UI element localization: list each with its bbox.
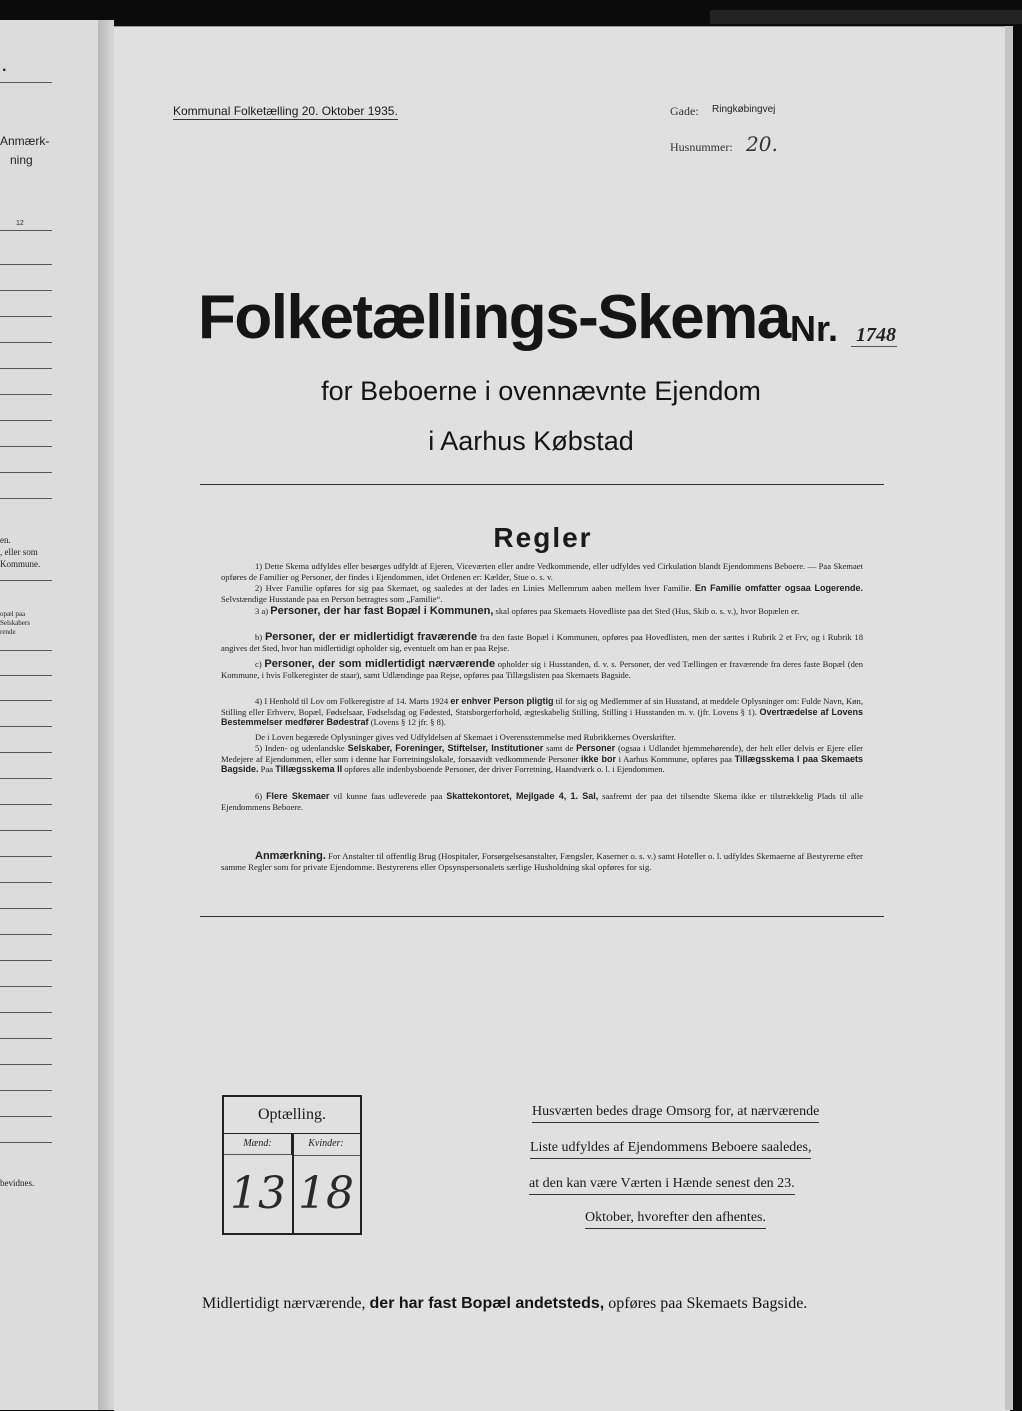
left-rule [0,1142,52,1143]
left-rule [0,230,52,231]
left-rule [0,856,52,857]
form-subtitle-1: for Beboerne i ovennævnte Ejendom [321,376,761,406]
left-fragment: 12 [16,220,24,227]
form-nr-value: 1748 [856,324,896,346]
rule-6: 6) Flere Skemaer vil kunne faas udleverede paa Skattekontoret, Mejlgade 4, 1. Sal, saafremt der paa det tilsendte Skema ikke er tilstrækkelig Plads til alle Ejendommens Beboere. [221,791,864,812]
form-subtitle-2: i Aarhus Købstad [428,426,634,456]
women-label: Kvinder: [292,1133,360,1156]
left-rule [0,882,52,883]
divider [200,916,884,917]
left-rule [0,82,52,83]
house-number-value: 20. [746,132,778,156]
left-rule [0,830,52,831]
left-rule [0,908,52,909]
landlord-note-line-1: Husværten bedes drage Omsorg for, at nærværende [532,1104,819,1123]
remark: Anmærkning. For Anstalter til offentlig Brug (Hospitaler, Forsørgelsesanstalter, Fængsler, Kaserner o. s. v.) samt Hoteller o. l. udfyldes Skemaerne af Bestyrerne efter samme Regler som for private Ejendomme. Bestyrerens eller Opsynspersonalets særlige Husholdning skal opføres for sig. [221,850,863,872]
left-fragment: opæl paa [0,610,26,618]
left-rule [0,316,52,317]
divider [200,484,884,485]
women-count: 18 [298,1168,354,1219]
left-rule [0,342,52,343]
left-fragment: . [2,58,7,75]
rule-5: 5) Inden- og udenlandske Selskaber, Foreninger, Stiftelser, Institutioner samt de Personer (ogsaa i Udlandet hjemmehørende), der helt eller delvis er Ejere eller Medejere af Ejendommen, eller som i denne har Forretningslokale, forsaavidt vedkommende Personer ikke bor i Aarhus Kommune, opføres paa Tillægsskema I paa Skemaets Bagside. Paa Tillægsskema II opføres alle indenbysboende Personer, der driver Forretning, Haandværk o. l. i Ejendommen. [221,743,864,775]
book-gutter [98,20,114,1410]
left-fragment: rende [0,628,16,636]
rule-1: 1) Dette Skema udfyldes eller besørges udfyldt af Ejeren, Viceværten eller andre Vedkommende, eller udfyldes ved Cirkulation blandt Ejendommens Beboere. — Paa Skemaet opføres de Familier og Personer, der findes i Ejendommen, idet Ordenen er: Kælder, Stue o. s. v. [221,561,863,582]
left-page-sliver [0,20,99,1410]
men-count: 13 [230,1168,286,1219]
left-fragment: , eller som [0,547,38,557]
left-rule [0,1012,52,1013]
left-rule [0,675,52,676]
census-header-title: Kommunal Folketælling 20. Oktober 1935. [173,104,398,118]
rule-3b: b) Personer, der er midlertidigt fraværende fra den faste Bopæl i Kommunen, opføres paa Hovedlisten, men der sættes i Rubrik 2 et Frv, og i Rubrik 18 angives det Sted, hvor han midlertidigt opholder sig, eventuelt om han er paa Rejse. [221,631,863,653]
left-rule [0,290,52,291]
left-rule [0,472,52,473]
left-rule [0,650,52,651]
left-rule [0,498,52,499]
street-value: Ringkøbingvej [712,104,776,115]
rules-heading: Regler [493,522,593,553]
rule-4-note: De i Loven begærede Oplysninger gives ved Udfyldelsen af Skemaet i Overensstemmelse med Rubrikkernes Overskrifter. [255,732,676,742]
left-rule [0,580,52,581]
left-rule [0,960,52,961]
tally-box [222,1095,362,1235]
left-rule [0,1038,52,1039]
men-label: Mænd: [224,1133,292,1155]
left-rule [0,1090,52,1091]
left-rule [0,934,52,935]
left-fragment: Selskabers [0,619,30,627]
house-number-label: Husnummer: [670,140,733,154]
landlord-note-line-3: at den kan være Værten i Hænde senest den 23. [529,1176,795,1195]
rule-2: 2) Hver Familie opføres for sig paa Skemaet, og saaledes at der lades en Linies Mellemrum aaben mellem hver Familie. En Familie omfatter ogsaa Logerende. Selvstændige Husstande paa en Person betragtes som „Familie“. [221,583,863,604]
next-page-edge [710,10,1022,24]
left-rule [0,1116,52,1117]
left-rule [0,752,52,753]
left-rule [0,804,52,805]
landlord-note-line-2: Liste udfyldes af Ejendommens Beboere saaledes, [530,1140,811,1159]
page-right-edge [1005,26,1013,1410]
left-rule [0,1064,52,1065]
left-rule [0,986,52,987]
landlord-note-line-4: Oktober, hvorefter den afhentes. [585,1210,766,1229]
left-rule [0,264,52,265]
left-rule [0,368,52,369]
form-nr-label: Nr. [790,308,839,349]
footer-note: Midlertidigt nærværende, der har fast Bopæl andetsteds, opføres paa Skemaets Bagside. [202,1295,808,1312]
left-fragment: Anmærk- [0,134,50,148]
nr-underline [851,346,897,347]
form-title: Folketællings-Skema [198,283,790,352]
left-fragment: Kommune. [0,559,41,569]
left-rule [0,726,52,727]
left-fragment: en. [0,535,11,545]
left-fragment: bevidnes. [0,1178,35,1188]
rule-3c: c) Personer, der som midlertidigt nærværende opholder sig i Husstanden, d. v. s. Personer, der ved Tællingen er fraværende fra deres faste Bopæl (den Kommune, i hvis Folkeregister de staar), samt Udlændinge paa Rejse, opføres paa Tillægslisten paa Skemaets Bagside. [221,658,864,680]
left-fragment: ning [10,153,33,167]
street-label: Gade: [670,104,699,118]
left-rule [0,420,52,421]
rule-3a: 3 a) Personer, der har fast Bopæl i Kommunen, skal opføres paa Skemaets Hovedliste paa det Sted (Hus, Skib o. s. v.), hvor Bopælen er. [255,605,800,617]
rule-4: 4) I Henhold til Lov om Folkeregistre af 14. Marts 1924 er enhver Person pligtig til for sig og Medlemmer af sin Husstand, at meddele Oplysninger om: Fulde Navn, Køn, Stilling eller Erhverv, Bopæl, Fødselsaar, Fødselsdag og Fødested, Statsborgerforhold, ægteskabelig Stilling, Stilling i Husstanden m. v. (jfr. Lovens § 1). Overtrædelse af Lovens Bestemmelser medfører Bødestraf (Lovens § 12 jfr. § 8). [221,696,863,728]
tally-title: Optælling. [224,1097,360,1134]
left-rule [0,700,52,701]
left-rule [0,778,52,779]
